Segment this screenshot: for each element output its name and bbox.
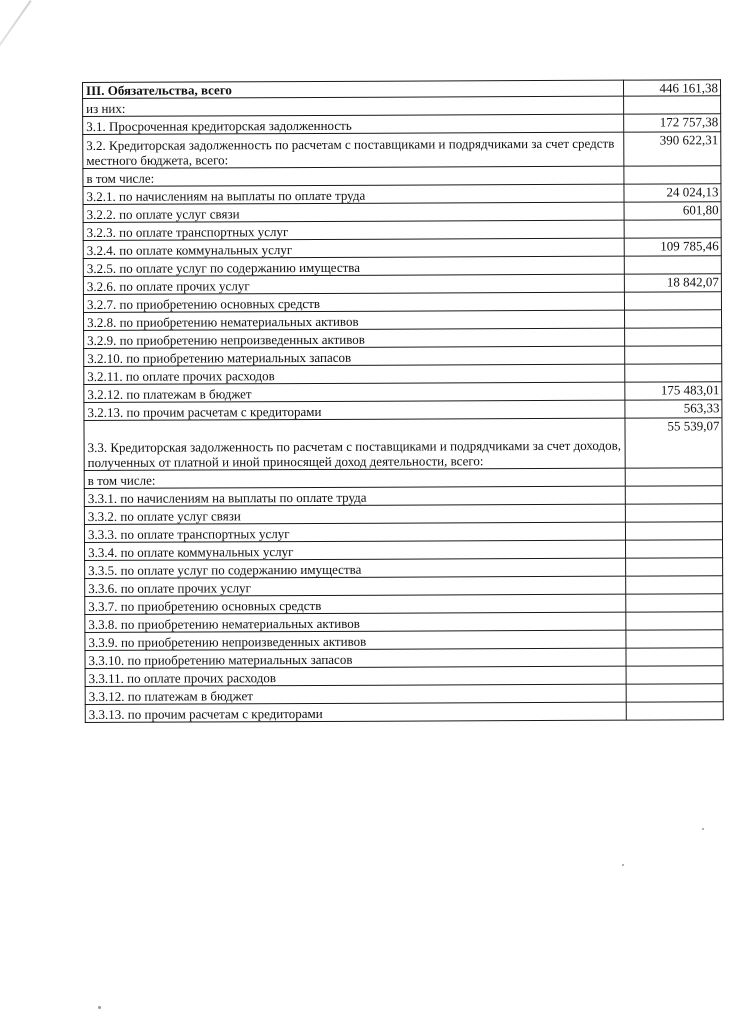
- row-label: 3.2. Кредиторская задолженность по расчетам с поставщиками и подрядчиками за счет средств местного бюджета, всего:: [83, 132, 624, 168]
- row-label: 3.3.9. по приобретению непроизведенных активов: [85, 630, 626, 650]
- row-amount: [625, 504, 722, 522]
- row-label: 3.3.3. по оплате транспортных услуг: [84, 522, 625, 542]
- row-amount: 446 161,38: [623, 80, 720, 96]
- row-amount: [625, 364, 722, 382]
- row-amount: [624, 220, 721, 238]
- row-label: в том числе:: [83, 166, 624, 186]
- row-amount: [624, 96, 721, 114]
- row-amount: 24 024,13: [624, 184, 721, 202]
- row-amount: 55 539,07: [625, 418, 722, 468]
- row-label: 3.2.3. по оплате транспортных услуг: [83, 220, 624, 240]
- row-label: 3.2.12. по платежам в бюджет: [84, 382, 625, 402]
- row-amount: [625, 310, 722, 328]
- row-label: 3.2.2. по оплате услуг связи: [83, 202, 624, 222]
- row-label: 3.2.8. по приобретению нематериальных активов: [84, 310, 625, 330]
- scan-speck: [622, 864, 624, 866]
- row-amount: [625, 346, 722, 364]
- row-label: 3.2.11. по оплате прочих расходов: [84, 364, 625, 384]
- row-amount: 563,33: [625, 400, 722, 418]
- row-amount: [625, 486, 722, 504]
- row-label: 3.3.6. по оплате прочих услуг: [85, 576, 626, 596]
- row-label: 3.3.8. по приобретению нематериальных активов: [85, 612, 626, 632]
- row-amount: 390 622,31: [624, 132, 721, 166]
- row-amount: [626, 540, 723, 558]
- scan-edge-mark: [0, 0, 32, 67]
- row-amount: [626, 594, 723, 612]
- row-label: 3.2.7. по приобретению основных средств: [83, 292, 624, 312]
- row-amount: 175 483,01: [625, 382, 722, 400]
- row-amount: [626, 702, 723, 720]
- row-label: 3.3.2. по оплате услуг связи: [84, 504, 625, 524]
- scan-speck: [702, 828, 704, 830]
- row-amount: [626, 648, 723, 666]
- row-label: 3.2.13. по прочим расчетам с кредиторами: [84, 400, 625, 420]
- row-label: 3.3.7. по приобретению основных средств: [85, 594, 626, 614]
- table-row: [85, 702, 723, 723]
- row-label: 3.3.1. по начислениям на выплаты по оплате труда: [84, 486, 625, 506]
- row-amount: [626, 576, 723, 594]
- row-amount: [626, 666, 723, 684]
- row-amount: 18 842,07: [624, 274, 721, 292]
- obligations-table-body: [83, 80, 724, 723]
- row-amount: [626, 612, 723, 630]
- row-label: 3.2.9. по приобретению непроизведенных активов: [84, 328, 625, 348]
- row-label: 3.3. Кредиторская задолженность по расчетам с поставщиками и подрядчиками за счет доходов, полученных от платной и иной приносящей доход деятельности, всего:: [84, 418, 625, 470]
- row-amount: [626, 684, 723, 702]
- row-label: 3.3.12. по платежам в бюджет: [85, 684, 626, 704]
- row-label: 3.2.4. по оплате коммунальных услуг: [83, 238, 624, 258]
- row-label: III. Обязательства, всего: [83, 80, 624, 98]
- row-label: 3.2.1. по начислениям на выплаты по оплате труда: [83, 184, 624, 204]
- row-amount: [625, 468, 722, 486]
- row-amount: 109 785,46: [624, 238, 721, 256]
- row-label: 3.3.13. по прочим расчетам с кредиторами: [85, 702, 626, 722]
- scan-speck: [98, 1006, 101, 1009]
- row-label: 3.3.11. по оплате прочих расходов: [85, 666, 626, 686]
- obligations-table: [82, 79, 724, 723]
- table-row: [83, 132, 721, 169]
- row-label: 3.2.10. по приобретению материальных запасов: [84, 346, 625, 366]
- row-amount: 172 757,38: [624, 114, 721, 132]
- row-label: 3.3.5. по оплате услуг по содержанию имущества: [85, 558, 626, 578]
- row-amount: [624, 292, 721, 310]
- row-amount: [624, 166, 721, 184]
- row-amount: [626, 558, 723, 576]
- row-label: 3.2.6. по оплате прочих услуг: [83, 274, 624, 294]
- row-amount: [625, 522, 722, 540]
- table-row: [84, 418, 722, 471]
- row-label: 3.3.4. по оплате коммунальных услуг: [85, 540, 626, 560]
- row-label: 3.2.5. по оплате услуг по содержанию имущества: [83, 256, 624, 276]
- row-amount: [626, 630, 723, 648]
- row-amount: [624, 256, 721, 274]
- row-label: 3.1. Просроченная кредиторская задолженность: [83, 114, 624, 134]
- row-label: 3.3.10. по приобретению материальных запасов: [85, 648, 626, 668]
- row-amount: [625, 328, 722, 346]
- row-label: в том числе:: [84, 468, 625, 488]
- row-label: из них:: [83, 96, 624, 116]
- row-amount: 601,80: [624, 202, 721, 220]
